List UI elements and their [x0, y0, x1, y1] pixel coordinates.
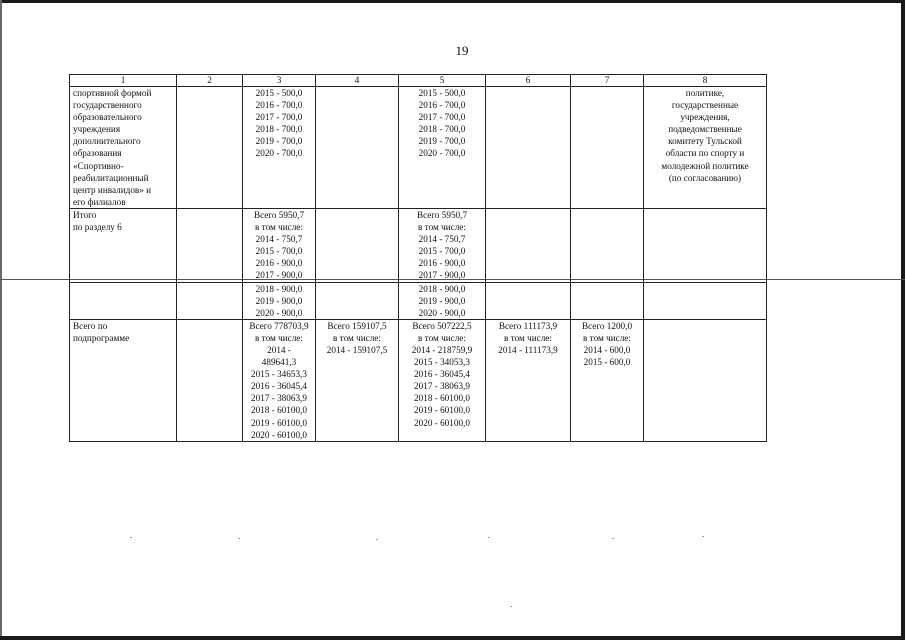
cell-line: в том числе:	[504, 332, 552, 343]
cell-col3	[243, 208, 316, 282]
cell-line: 2020 - 60100,0	[414, 417, 470, 428]
cell-line: 2014 - 750,7	[418, 234, 466, 245]
cell-line: 2015 - 500,0	[255, 88, 303, 98]
cell-line: 2016 - 36045,4	[251, 381, 307, 392]
cell-col3	[243, 319, 316, 441]
cell-description	[70, 282, 177, 319]
column-header-4: 4	[316, 75, 399, 87]
cell-line: 2018 - 700,0	[255, 124, 303, 135]
cell-executors	[644, 208, 767, 282]
column-header-6: 6	[486, 75, 571, 87]
budget-table	[69, 74, 767, 442]
cell-col3	[243, 87, 316, 209]
scan-border-left	[0, 0, 2, 640]
cell-line: Всего 5950,7	[416, 209, 468, 220]
cell-col4	[316, 319, 399, 441]
scan-speck	[238, 538, 240, 539]
cell-line: дополнительного	[73, 136, 141, 147]
cell-line: 2016 - 36045,4	[414, 369, 470, 380]
cell-line: 2018 - 60100,0	[251, 405, 307, 416]
cell-line: образовательного	[73, 112, 142, 123]
cell-description	[70, 208, 177, 282]
cell-line: 2017 - 38063,9	[414, 381, 470, 392]
cell-line: 489641,3	[261, 357, 297, 368]
cell-col7	[571, 87, 644, 209]
table-row	[70, 282, 767, 319]
cell-col4	[316, 208, 399, 282]
cell-line: политике,	[685, 88, 725, 98]
cell-col6	[486, 319, 571, 441]
cell-line: учреждения	[73, 124, 121, 135]
cell-col2	[177, 282, 243, 319]
cell-line: Всего по	[73, 320, 108, 331]
cell-line: государственного	[73, 100, 142, 111]
cell-line: 2020 - 900,0	[255, 307, 303, 318]
cell-line: 2017 - 900,0	[255, 270, 303, 281]
cell-line: 2014 - 600,0	[583, 344, 631, 355]
cell-line: 2016 - 700,0	[418, 100, 466, 111]
cell-line: его филиалов	[73, 196, 126, 207]
cell-col5	[399, 319, 486, 441]
cell-line: 2020 - 700,0	[255, 148, 303, 159]
scan-speck	[488, 537, 490, 538]
cell-line: 2019 - 60100,0	[414, 405, 470, 416]
cell-line: в том числе:	[418, 222, 466, 233]
cell-executors	[644, 319, 767, 441]
cell-line: комитету Тульской	[668, 136, 742, 147]
table-row	[70, 87, 767, 209]
cell-line: Всего 778703,9	[249, 320, 309, 331]
cell-line: в том числе:	[418, 332, 466, 343]
scan-speck	[376, 539, 378, 540]
cell-line: образования	[73, 148, 122, 159]
scan-border-right	[901, 0, 905, 640]
cell-line: 2014 - 750,7	[255, 234, 303, 245]
column-header-8: 8	[644, 75, 767, 87]
scan-border-top	[0, 0, 905, 3]
cell-line: государственные	[671, 100, 739, 111]
cell-line: 2018 - 900,0	[255, 283, 303, 294]
scan-border-bottom	[0, 636, 905, 640]
cell-line: 2020 - 700,0	[418, 148, 466, 159]
cell-line: 2017 - 38063,9	[251, 393, 307, 404]
cell-line: 2019 - 700,0	[255, 136, 303, 147]
cell-line: Итого	[73, 209, 97, 220]
cell-line: 2014 - 218759,9	[411, 344, 473, 355]
cell-line: в том числе:	[255, 332, 303, 343]
cell-line: 2015 - 600,0	[583, 357, 631, 368]
cell-line: 2016 - 900,0	[255, 258, 303, 269]
column-header-3: 3	[243, 75, 316, 87]
cell-line: по разделу 6	[73, 222, 122, 233]
cell-line: подведомственные	[668, 124, 742, 135]
cell-line: реабилитационный	[73, 172, 149, 183]
cell-line: области по спорту и	[665, 148, 745, 159]
cell-line: 2014 -	[267, 344, 291, 355]
table-header-row	[70, 75, 767, 87]
page-number: 19	[455, 43, 469, 58]
cell-line: 2015 - 700,0	[255, 246, 303, 257]
cell-line: 2015 - 700,0	[418, 246, 466, 257]
scan-speck	[510, 606, 512, 607]
table-row	[70, 208, 767, 282]
cell-col7	[571, 208, 644, 282]
cell-line: молодежной политике	[661, 160, 749, 171]
cell-line: «Спортивно-	[73, 160, 124, 171]
cell-line: Всего 111173,9	[498, 320, 558, 331]
cell-col5	[399, 87, 486, 209]
cell-line: 2019 - 900,0	[418, 295, 466, 306]
cell-col3	[243, 282, 316, 319]
scan-speck	[702, 536, 704, 537]
cell-line: 2017 - 900,0	[418, 270, 466, 281]
cell-line: подпрограмме	[73, 332, 130, 343]
cell-line: 2018 - 60100,0	[414, 393, 470, 404]
cell-line: 2015 - 34653,3	[251, 369, 307, 380]
cell-col2	[177, 319, 243, 441]
cell-description	[70, 87, 177, 209]
scan-speck	[130, 537, 132, 538]
cell-line: 2017 - 700,0	[255, 112, 303, 123]
cell-line: 2014 - 159107,5	[326, 344, 388, 355]
cell-line: учреждения,	[680, 112, 730, 123]
cell-col7	[571, 319, 644, 441]
column-header-7: 7	[571, 75, 644, 87]
cell-line: в том числе:	[583, 332, 631, 343]
cell-line: (по согласованию)	[668, 172, 742, 183]
column-header-1: 1	[70, 75, 177, 87]
cell-col4	[316, 282, 399, 319]
cell-line: спортивной формой	[73, 88, 152, 98]
cell-line: 2016 - 700,0	[255, 100, 303, 111]
cell-line: 2019 - 900,0	[255, 295, 303, 306]
cell-description	[70, 319, 177, 441]
cell-line: Всего 1200,0	[581, 320, 633, 331]
column-header-5: 5	[399, 75, 486, 87]
cell-line: 2020 - 60100,0	[251, 429, 307, 440]
cell-line: 2018 - 900,0	[418, 283, 466, 294]
cell-line: 2019 - 700,0	[418, 136, 466, 147]
cell-col6	[486, 87, 571, 209]
cell-line: 2020 - 900,0	[418, 307, 466, 318]
cell-line: Всего 159107,5	[327, 320, 387, 331]
cell-line: 2015 - 34053,3	[414, 357, 470, 368]
cell-col4	[316, 87, 399, 209]
cell-line: Всего 507222,5	[412, 320, 472, 331]
cell-line: 2017 - 700,0	[418, 112, 466, 123]
cell-line: Всего 5950,7	[253, 209, 305, 220]
cell-col5	[399, 282, 486, 319]
cell-line: центр инвалидов» и	[73, 184, 152, 195]
cell-line: 2015 - 500,0	[418, 88, 466, 98]
cell-col2	[177, 87, 243, 209]
cell-col2	[177, 208, 243, 282]
cell-line: 2016 - 900,0	[418, 258, 466, 269]
cell-col5	[399, 208, 486, 282]
cell-line: 2019 - 60100,0	[251, 417, 307, 428]
cell-line: в том числе:	[255, 222, 303, 233]
cell-col6	[486, 282, 571, 319]
cell-executors	[644, 87, 767, 209]
cell-col6	[486, 208, 571, 282]
scan-speck	[612, 538, 614, 539]
cell-line: 2018 - 700,0	[418, 124, 466, 135]
cell-executors	[644, 282, 767, 319]
cell-col7	[571, 282, 644, 319]
cell-line: в том числе:	[333, 332, 381, 343]
cell-line: 2014 - 111173,9	[498, 344, 558, 355]
column-header-2: 2	[177, 75, 243, 87]
table-row	[70, 319, 767, 441]
